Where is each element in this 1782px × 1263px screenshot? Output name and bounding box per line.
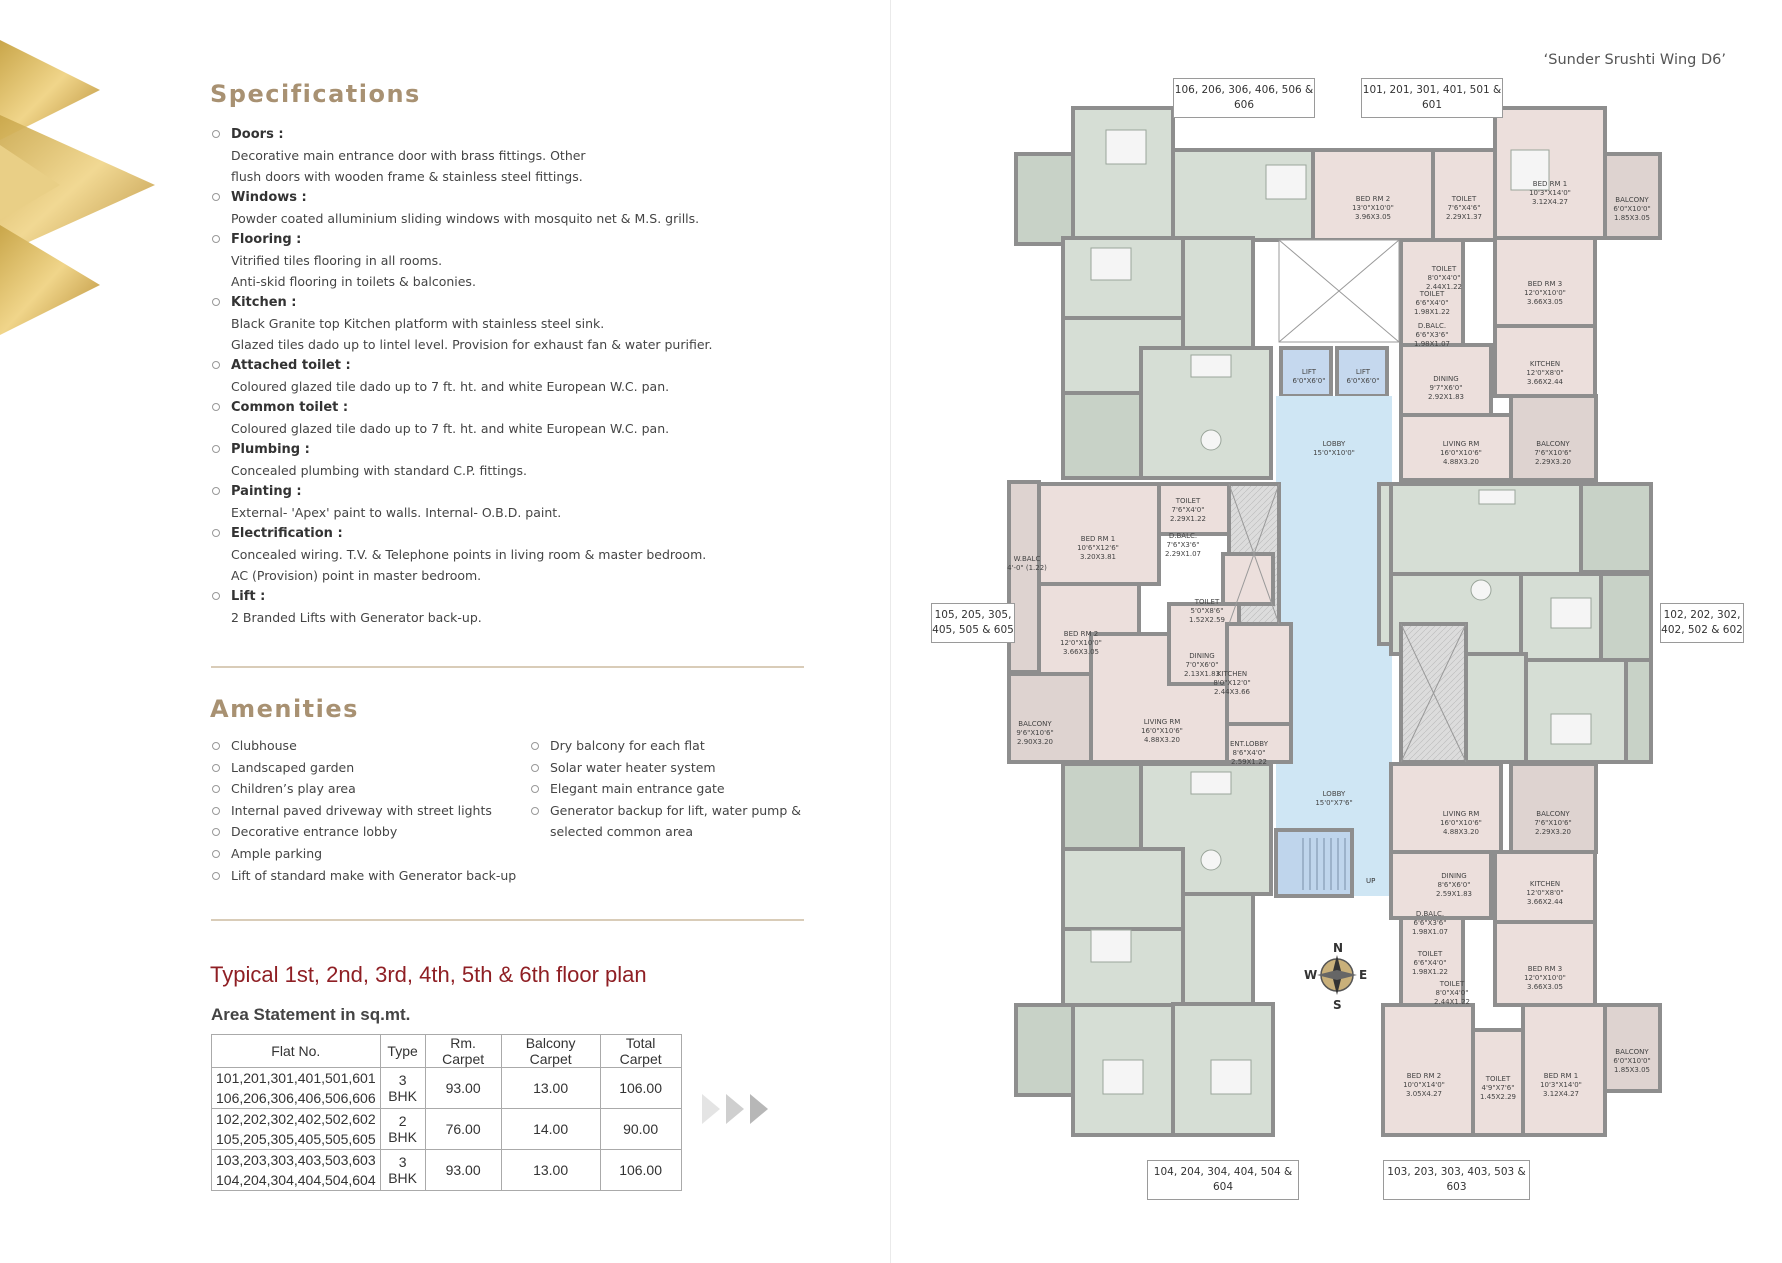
room-label bbox=[1158, 497, 1218, 524]
area-statement-table bbox=[211, 1034, 682, 1191]
room-label-metric: 2.44X1.22 bbox=[1434, 998, 1470, 1006]
bullet-icon bbox=[212, 445, 220, 453]
compass-north: N bbox=[1333, 941, 1344, 955]
room-label-metric: 4.88X3.20 bbox=[1144, 736, 1180, 744]
room-label bbox=[997, 555, 1057, 573]
room-label-size: 7'6"X4'0" bbox=[1171, 506, 1205, 514]
room-label-name: TOILET bbox=[1451, 195, 1477, 203]
room-label-name: LOBBY bbox=[1322, 440, 1346, 448]
section-divider bbox=[211, 666, 804, 668]
type-cell: 3 BHK bbox=[380, 1068, 425, 1109]
bullet-icon bbox=[212, 529, 220, 537]
room-label-metric: 2.29X1.22 bbox=[1170, 515, 1206, 523]
spec-line: Coloured glazed tile dado up to 7 ft. ht. and white European W.C. pan. bbox=[231, 421, 670, 436]
room-label bbox=[1400, 950, 1460, 977]
amenity-label: Landscaped garden bbox=[231, 759, 355, 775]
amenity-label: Dry balcony for each flat bbox=[550, 738, 705, 753]
room-label-size: 8'0"X12'0" bbox=[1213, 679, 1251, 687]
table-row bbox=[212, 1150, 682, 1191]
stair-up-label: UP bbox=[1366, 877, 1376, 885]
room-label-size: 6'0"X10'0" bbox=[1613, 1057, 1651, 1065]
spec-line: Powder coated alluminium sliding windows with mosquito net & M.S. grills. bbox=[231, 211, 700, 226]
spec-title: Common toilet : bbox=[231, 400, 349, 415]
amenity-item-continued bbox=[531, 821, 831, 843]
room-label-size: 7'6"X10'6" bbox=[1534, 819, 1572, 827]
room-label bbox=[1005, 720, 1065, 747]
bullet-icon bbox=[212, 235, 220, 243]
spec-item-painting bbox=[212, 481, 852, 523]
amenities-list-right bbox=[531, 735, 831, 843]
spec-item-kitchen bbox=[212, 292, 852, 355]
spec-title: Doors : bbox=[231, 127, 284, 142]
bullet-icon bbox=[212, 785, 220, 793]
room-label bbox=[1177, 598, 1237, 625]
flat-label-line: 102, 202, 302, bbox=[1663, 609, 1741, 621]
flat-numbers: 106,206,306,406,506,606 bbox=[216, 1090, 376, 1106]
gold-chevron-decoration bbox=[0, 35, 170, 375]
bullet-icon bbox=[212, 872, 220, 880]
flat-label-top-right: 101, 201, 301, 401, 501 & 601 bbox=[1361, 78, 1503, 118]
room-label-size: 8'6"X4'0" bbox=[1232, 749, 1266, 757]
room-label-size: 12'0"X10'0" bbox=[1524, 974, 1566, 982]
balcony-carpet-cell: 14.00 bbox=[501, 1109, 600, 1150]
spec-item-lift bbox=[212, 586, 852, 628]
table-row bbox=[212, 1068, 682, 1109]
table-row bbox=[212, 1109, 682, 1150]
room-label-metric: 1.98X1.07 bbox=[1412, 928, 1448, 936]
room-label-name: BALCONY bbox=[1536, 810, 1570, 818]
room-label-name: BED RM 1 bbox=[1080, 535, 1116, 543]
amenity-label: Children’s play area bbox=[231, 781, 356, 797]
spec-line: Concealed plumbing with standard C.P. fittings. bbox=[231, 463, 527, 478]
room-label-metric: 3.96X3.05 bbox=[1355, 213, 1391, 221]
room-label-metric: 2.29X1.07 bbox=[1165, 550, 1201, 558]
room-label bbox=[1219, 740, 1279, 767]
amenity-label: Lift of standard make with Generator back-up bbox=[231, 867, 517, 883]
bullet-icon bbox=[212, 828, 220, 836]
spec-item-windows bbox=[212, 187, 852, 229]
room-label-size: 9'7"X6'0" bbox=[1429, 384, 1463, 392]
room-label-name: D.BALC. bbox=[1168, 532, 1198, 540]
flat-numbers: 104,204,304,404,504,604 bbox=[216, 1172, 376, 1188]
room-label-size: 8'0"X4'0" bbox=[1427, 274, 1461, 282]
room-label-name: LIVING RM bbox=[1442, 440, 1480, 448]
flat-label-line: 105, 205, 305, bbox=[934, 609, 1012, 621]
room-label-name: DINING bbox=[1189, 652, 1215, 660]
room-label-name: DINING bbox=[1441, 872, 1467, 880]
room-label-size: 6'0"X6'0" bbox=[1292, 377, 1326, 385]
amenity-item bbox=[212, 865, 522, 887]
room-label-name: TOILET bbox=[1175, 497, 1201, 505]
amenity-label: selected common area bbox=[550, 824, 694, 840]
room-label-metric: 2.44X3.66 bbox=[1214, 688, 1250, 696]
room-label-name: LIVING RM bbox=[1442, 810, 1480, 818]
bullet-icon bbox=[212, 130, 220, 138]
bullet-icon bbox=[212, 403, 220, 411]
room-label-name: BALCONY bbox=[1615, 196, 1649, 204]
room-label bbox=[1153, 532, 1213, 559]
amenity-item bbox=[531, 800, 831, 822]
spec-line: flush doors with wooden frame & stainless steel fittings. bbox=[231, 169, 583, 184]
room-label bbox=[1202, 670, 1262, 697]
specifications-list bbox=[212, 124, 852, 628]
room-label-name: ENT.LOBBY bbox=[1230, 740, 1268, 748]
spec-item-plumbing bbox=[212, 439, 852, 481]
room-label-metric: 3.12X4.27 bbox=[1543, 1090, 1579, 1098]
room-label-size: 15'0"X7'6" bbox=[1315, 799, 1353, 807]
spec-line: Vitrified tiles flooring in all rooms. bbox=[231, 253, 443, 268]
room-label-metric: 3.66X3.05 bbox=[1527, 983, 1563, 991]
spec-title: Attached toilet : bbox=[231, 358, 351, 373]
room-label-name: KITCHEN bbox=[1529, 360, 1561, 368]
room-label-size: 16'0"X10'6" bbox=[1141, 727, 1183, 735]
amenities-heading: Amenities bbox=[210, 695, 359, 723]
amenity-item bbox=[531, 757, 831, 779]
spec-line: Coloured glazed tile dado up to 7 ft. ht. and white European W.C. pan. bbox=[231, 379, 670, 394]
spec-title: Lift : bbox=[231, 589, 266, 604]
bullet-icon bbox=[212, 487, 220, 495]
room-label bbox=[1515, 360, 1575, 387]
room-label-name: BED RM 1 bbox=[1543, 1072, 1579, 1080]
room-label-metric: 3.66X2.44 bbox=[1527, 378, 1563, 386]
room-label bbox=[1402, 322, 1462, 349]
amenity-label: Solar water heater system bbox=[550, 759, 716, 775]
room-label bbox=[1424, 872, 1484, 899]
area-statement-title: Area Statement in sq.mt. bbox=[211, 1005, 411, 1024]
room-label-metric: 4.88X3.20 bbox=[1443, 828, 1479, 836]
amenity-label: Ample parking bbox=[231, 845, 323, 861]
room-label bbox=[1431, 810, 1491, 837]
room-label-name: W.BALC bbox=[1013, 555, 1041, 563]
room-label-metric: 1.52X2.59 bbox=[1189, 616, 1225, 624]
room-label-metric: 2.92X1.83 bbox=[1428, 393, 1464, 401]
amenity-label: Elegant main entrance gate bbox=[550, 781, 725, 797]
room-label bbox=[1523, 810, 1583, 837]
room-label bbox=[1531, 1072, 1591, 1099]
room-label-name: LIFT bbox=[1301, 368, 1317, 376]
room-label-name: KITCHEN bbox=[1529, 880, 1561, 888]
room-label-metric: 2.90X3.20 bbox=[1017, 738, 1053, 746]
room-label-size: 6'6"X3'6" bbox=[1413, 919, 1447, 927]
spec-line: AC (Provision) point in master bedroom. bbox=[231, 568, 482, 583]
balcony-carpet-cell: 13.00 bbox=[501, 1150, 600, 1191]
room-label bbox=[1414, 265, 1474, 292]
compass-icon bbox=[1317, 955, 1357, 995]
room-label bbox=[1400, 910, 1460, 937]
room-label-metric: 1.85X3.05 bbox=[1614, 1066, 1650, 1074]
amenity-label: Clubhouse bbox=[231, 738, 297, 753]
room-label-size: 6'6"X3'6" bbox=[1415, 331, 1449, 339]
spec-line: External- 'Apex' paint to walls. Internal- O.B.D. paint. bbox=[231, 505, 562, 520]
spec-line: Black Granite top Kitchen platform with stainless steel sink. bbox=[231, 316, 605, 331]
room-label-name: TOILET bbox=[1431, 265, 1457, 273]
room-label-name: BED RM 2 bbox=[1063, 630, 1099, 638]
total-carpet-cell: 106.00 bbox=[600, 1068, 681, 1109]
room-label bbox=[1279, 368, 1339, 386]
room-label-metric: 2.29X1.37 bbox=[1446, 213, 1482, 221]
spec-line: Decorative main entrance door with brass fittings. Other bbox=[231, 148, 586, 163]
room-label bbox=[1051, 630, 1111, 657]
flat-label-right bbox=[1660, 603, 1744, 643]
room-label-size: 7'6"X4'6" bbox=[1447, 204, 1481, 212]
flat-label-bottom-left: 104, 204, 304, 404, 504 & 604 bbox=[1147, 1160, 1299, 1200]
room-label-metric: 3.66X3.05 bbox=[1063, 648, 1099, 656]
room-label-size: 16'0"X10'6" bbox=[1440, 449, 1482, 457]
amenity-item bbox=[531, 778, 831, 800]
room-label bbox=[1343, 195, 1403, 222]
flat-numbers-cell bbox=[212, 1068, 381, 1109]
amenity-item bbox=[212, 735, 522, 757]
spec-title: Painting : bbox=[231, 484, 302, 499]
room-label-size: 9'6"X10'6" bbox=[1016, 729, 1054, 737]
column-header: Rm. Carpet bbox=[425, 1035, 501, 1068]
room-label-name: BED RM 2 bbox=[1355, 195, 1391, 203]
room-label-metric: 2.59X1.22 bbox=[1231, 758, 1267, 766]
amenity-item bbox=[531, 735, 831, 757]
spec-item-electrification bbox=[212, 523, 852, 586]
room-label-metric: 2.29X3.20 bbox=[1535, 458, 1571, 466]
room-label-name: DINING bbox=[1433, 375, 1459, 383]
amenity-label: Generator backup for lift, water pump & bbox=[550, 802, 802, 818]
bullet-icon bbox=[531, 807, 539, 815]
room-label-metric: 2.59X1.83 bbox=[1436, 890, 1472, 898]
bullet-icon bbox=[212, 193, 220, 201]
flat-numbers-cell bbox=[212, 1109, 381, 1150]
room-label-size: 6'6"X4'0" bbox=[1413, 959, 1447, 967]
room-label-name: D.BALC. bbox=[1417, 322, 1447, 330]
spec-item-common-toilet bbox=[212, 397, 852, 439]
room-label-name: LIFT bbox=[1355, 368, 1371, 376]
room-label bbox=[1602, 1048, 1662, 1075]
room-label bbox=[1431, 440, 1491, 467]
flat-label-line: 405, 505 & 605 bbox=[932, 624, 1014, 636]
amenity-label: Internal paved driveway with street lights bbox=[231, 802, 492, 818]
room-label-metric: 1.98X1.07 bbox=[1414, 340, 1450, 348]
room-label-name: TOILET bbox=[1439, 980, 1465, 988]
room-label bbox=[1304, 440, 1364, 458]
room-label-size: 13'0"X10'0" bbox=[1352, 204, 1394, 212]
room-label-name: D.BALC. bbox=[1415, 910, 1445, 918]
compass-south: S bbox=[1333, 998, 1342, 1012]
room-label-name: TOILET bbox=[1419, 290, 1445, 298]
column-header: Balcony Carpet bbox=[501, 1035, 600, 1068]
spec-title: Plumbing : bbox=[231, 442, 310, 457]
room-label-name: TOILET bbox=[1485, 1075, 1511, 1083]
room-label-metric: 1.45X2.29 bbox=[1480, 1093, 1516, 1101]
room-label bbox=[1304, 790, 1364, 808]
total-carpet-cell: 106.00 bbox=[600, 1150, 681, 1191]
rm-carpet-cell: 93.00 bbox=[425, 1150, 501, 1191]
room-label-name: BALCONY bbox=[1018, 720, 1052, 728]
room-label-metric: 1.98X1.22 bbox=[1414, 308, 1450, 316]
room-label-size: 7'0"X6'0" bbox=[1185, 661, 1219, 669]
room-label-name: KITCHEN bbox=[1216, 670, 1248, 678]
room-label bbox=[1515, 280, 1575, 307]
room-label bbox=[1434, 195, 1494, 222]
room-label-size: 6'0"X10'0" bbox=[1613, 205, 1651, 213]
room-label bbox=[1416, 375, 1476, 402]
room-label-name: BED RM 1 bbox=[1532, 180, 1568, 188]
room-label-size: 7'6"X3'6" bbox=[1166, 541, 1200, 549]
rm-carpet-cell: 93.00 bbox=[425, 1068, 501, 1109]
bullet-icon bbox=[212, 361, 220, 369]
room-label bbox=[1422, 980, 1482, 1007]
bullet-icon bbox=[531, 764, 539, 772]
room-label-name: BED RM 3 bbox=[1527, 280, 1563, 288]
table-header-row bbox=[212, 1035, 682, 1068]
spec-item-attached-toilet bbox=[212, 355, 852, 397]
room-label-size: 16'0"X10'6" bbox=[1440, 819, 1482, 827]
room-label bbox=[1602, 196, 1662, 223]
room-label-size: 5'0"X8'6" bbox=[1190, 607, 1224, 615]
bullet-icon bbox=[212, 742, 220, 750]
bullet-icon bbox=[531, 785, 539, 793]
amenity-item bbox=[212, 800, 522, 822]
room-label-metric: 3.20X3.81 bbox=[1080, 553, 1116, 561]
spec-title: Electrification : bbox=[231, 526, 343, 541]
type-cell: 3 BHK bbox=[380, 1150, 425, 1191]
room-label-size: 6'0"X6'0" bbox=[1346, 377, 1380, 385]
type-cell: 2 BHK bbox=[380, 1109, 425, 1150]
room-label-metric: 3.66X3.05 bbox=[1527, 298, 1563, 306]
room-label bbox=[1520, 180, 1580, 207]
spec-line: Anti-skid flooring in toilets & balconies. bbox=[231, 274, 476, 289]
flat-label-left bbox=[931, 603, 1015, 643]
room-label-size: 12'0"X8'0" bbox=[1526, 369, 1564, 377]
specifications-heading: Specifications bbox=[210, 80, 421, 108]
flat-numbers-cell bbox=[212, 1150, 381, 1191]
room-label-metric: 3.05X4.27 bbox=[1406, 1090, 1442, 1098]
room-label-size: 7'6"X10'6" bbox=[1534, 449, 1572, 457]
bullet-icon bbox=[531, 742, 539, 750]
column-header: Flat No. bbox=[212, 1035, 381, 1068]
room-label bbox=[1523, 440, 1583, 467]
rm-carpet-cell: 76.00 bbox=[425, 1109, 501, 1150]
amenities-list-left bbox=[212, 735, 522, 886]
room-label-size: 12'0"X8'0" bbox=[1526, 889, 1564, 897]
spec-item-flooring bbox=[212, 229, 852, 292]
amenity-item bbox=[212, 821, 522, 843]
room-label-metric: 2.44X1.22 bbox=[1426, 283, 1462, 291]
room-label bbox=[1402, 290, 1462, 317]
spec-title: Kitchen : bbox=[231, 295, 297, 310]
room-label-metric: 1.98X1.22 bbox=[1412, 968, 1448, 976]
flat-label-top-left: 106, 206, 306, 406, 506 & 606 bbox=[1173, 78, 1315, 118]
bullet-icon bbox=[212, 850, 220, 858]
room-label-metric: 2.29X3.20 bbox=[1535, 828, 1571, 836]
flat-numbers: 102,202,302,402,502,602 bbox=[216, 1111, 376, 1127]
spec-item-doors bbox=[212, 124, 852, 187]
amenity-item bbox=[212, 757, 522, 779]
room-label-size: 10'3"X14'0" bbox=[1529, 189, 1571, 197]
room-label-size: 12'0"X10'0" bbox=[1060, 639, 1102, 647]
room-label bbox=[1468, 1075, 1528, 1102]
room-label-size: 12'0"X10'0" bbox=[1524, 289, 1566, 297]
room-label-size: 10'0"X14'0" bbox=[1403, 1081, 1445, 1089]
amenity-label: Decorative entrance lobby bbox=[231, 824, 398, 840]
flat-numbers: 101,201,301,401,501,601 bbox=[216, 1070, 376, 1086]
room-label-metric: 3.12X4.27 bbox=[1532, 198, 1568, 206]
room-label-name: LOBBY bbox=[1322, 790, 1346, 798]
room-label-size: 15'0"X10'0" bbox=[1313, 449, 1355, 457]
bullet-icon bbox=[212, 298, 220, 306]
room-label bbox=[1515, 880, 1575, 907]
room-label-name: TOILET bbox=[1194, 598, 1220, 606]
room-label-size: 4'-0" (1.22) bbox=[1007, 564, 1047, 572]
room-label-size: 10'3"X14'0" bbox=[1540, 1081, 1582, 1089]
flat-numbers: 105,205,305,405,505,605 bbox=[216, 1131, 376, 1147]
spec-line: 2 Branded Lifts with Generator back-up. bbox=[231, 610, 482, 625]
room-label-name: BALCONY bbox=[1536, 440, 1570, 448]
room-label-size: 8'6"X6'0" bbox=[1437, 881, 1471, 889]
compass-east: E bbox=[1359, 968, 1368, 982]
room-label-name: LIVING RM bbox=[1143, 718, 1181, 726]
room-label-metric: 2.13X1.83 bbox=[1184, 670, 1220, 678]
room-label-name: BED RM 3 bbox=[1527, 965, 1563, 973]
room-label-size: 6'6"X4'0" bbox=[1415, 299, 1449, 307]
room-label-name: TOILET bbox=[1417, 950, 1443, 958]
floor-plan-title: Typical 1st, 2nd, 3rd, 4th, 5th & 6th floor plan bbox=[210, 962, 647, 987]
right-page bbox=[891, 0, 1782, 1263]
spec-title: Windows : bbox=[231, 190, 307, 205]
room-label bbox=[1132, 718, 1192, 745]
room-label-metric: 4.88X3.20 bbox=[1443, 458, 1479, 466]
room-label-metric: 3.66X2.44 bbox=[1527, 898, 1563, 906]
flat-numbers: 103,203,303,403,503,603 bbox=[216, 1152, 376, 1168]
amenity-item bbox=[212, 778, 522, 800]
section-divider bbox=[211, 919, 804, 921]
balcony-carpet-cell: 13.00 bbox=[501, 1068, 600, 1109]
bullet-icon bbox=[212, 764, 220, 772]
room-label bbox=[1515, 965, 1575, 992]
room-label-name: BALCONY bbox=[1615, 1048, 1649, 1056]
bullet-icon bbox=[212, 592, 220, 600]
amenity-item bbox=[212, 843, 522, 865]
column-header: Type bbox=[380, 1035, 425, 1068]
triple-chevron-arrow-icon bbox=[700, 1092, 772, 1126]
room-label-size: 10'6"X12'6" bbox=[1077, 544, 1119, 552]
room-label bbox=[1068, 535, 1128, 562]
column-header: Total Carpet bbox=[600, 1035, 681, 1068]
room-label-name: BED RM 2 bbox=[1406, 1072, 1442, 1080]
flat-label-line: 402, 502 & 602 bbox=[1661, 624, 1743, 636]
room-label-metric: 1.85X3.05 bbox=[1614, 214, 1650, 222]
wing-title: ‘Sunder Srushti Wing D6’ bbox=[1543, 52, 1726, 68]
spec-title: Flooring : bbox=[231, 232, 302, 247]
total-carpet-cell: 90.00 bbox=[600, 1109, 681, 1150]
room-label-size: 4'9"X7'6" bbox=[1481, 1084, 1515, 1092]
spec-line: Concealed wiring. T.V. & Telephone points in living room & master bedroom. bbox=[231, 547, 707, 562]
spec-line: Glazed tiles dado up to lintel level. Provision for exhaust fan & water purifier. bbox=[231, 337, 713, 352]
room-label bbox=[1333, 368, 1393, 386]
bullet-icon bbox=[212, 807, 220, 815]
compass-west: W bbox=[1304, 968, 1318, 982]
flat-label-bottom-right: 103, 203, 303, 403, 503 & 603 bbox=[1383, 1160, 1530, 1200]
room-label bbox=[1394, 1072, 1454, 1099]
room-label-size: 8'0"X4'0" bbox=[1435, 989, 1469, 997]
